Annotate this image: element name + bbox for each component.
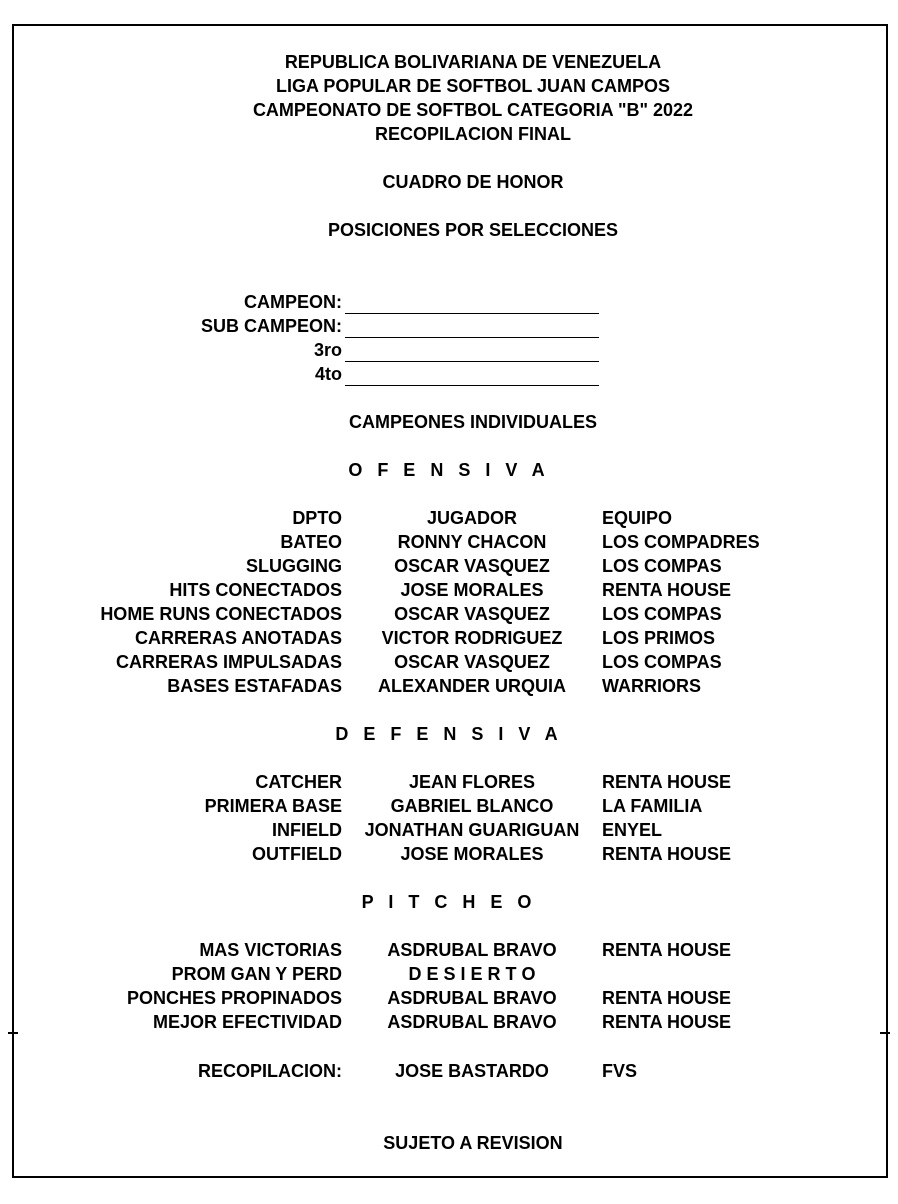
ofensiva-category: CARRERAS IMPULSADAS (115, 652, 342, 672)
tercero-blank-line (345, 361, 599, 362)
ofensiva-player: OSCAR VASQUEZ (394, 652, 550, 672)
sub-campeon-label: SUB CAMPEON: (200, 316, 342, 336)
defensiva-player: GABRIEL BLANCO (390, 796, 554, 816)
ofensiva-player: OSCAR VASQUEZ (394, 556, 550, 576)
defensiva-player: JEAN FLORES (408, 772, 536, 792)
defensiva-category: PRIMERA BASE (204, 796, 342, 816)
tercero-label: 3ro (313, 340, 342, 360)
recopilacion-org: FVS (602, 1061, 638, 1081)
posiciones-title: POSICIONES POR SELECCIONES (327, 220, 619, 240)
pitcheo-category: PONCHES PROPINADOS (126, 988, 342, 1008)
col-equipo-header: EQUIPO (602, 508, 673, 528)
defensiva-team: ENYEL (602, 820, 663, 840)
ofensiva-player: JOSE MORALES (400, 580, 544, 600)
defensiva-category: INFIELD (272, 820, 342, 840)
ofensiva-team: LOS COMPAS (602, 604, 722, 624)
defensiva-category: OUTFIELD (252, 844, 342, 864)
ofensiva-team: LOS COMPAS (602, 556, 722, 576)
ofensiva-category: BATEO (280, 532, 342, 552)
campeon-label: CAMPEON: (244, 292, 342, 312)
header-line-2: LIGA POPULAR DE SOFTBOL JUAN CAMPOS (275, 76, 671, 96)
pitcheo-team: RENTA HOUSE (602, 988, 732, 1008)
ofensiva-player: OSCAR VASQUEZ (394, 604, 550, 624)
cuarto-label: 4to (315, 364, 342, 384)
sub-campeon-blank-line (345, 337, 599, 338)
recopilacion-label: RECOPILACION: (198, 1061, 342, 1081)
defensiva-player: JONATHAN GUARIGUAN (364, 820, 580, 840)
defensiva-team: RENTA HOUSE (602, 844, 732, 864)
ofensiva-team: LOS COMPAS (602, 652, 722, 672)
defensiva-team: RENTA HOUSE (602, 772, 732, 792)
ofensiva-team: RENTA HOUSE (602, 580, 732, 600)
ofensiva-category: CARRERAS ANOTADAS (135, 628, 342, 648)
recopilacion-name: JOSE BASTARDO (395, 1061, 549, 1081)
footer-note: SUJETO A REVISION (383, 1133, 563, 1153)
ofensiva-category: BASES ESTAFADAS (167, 676, 342, 696)
pitcheo-player: ASDRUBAL BRAVO (387, 988, 557, 1008)
ofensiva-category: HOME RUNS CONECTADOS (100, 604, 342, 624)
ofensiva-title: O F E N S I V A (348, 460, 550, 480)
ofensiva-player: VICTOR RODRIGUEZ (381, 628, 563, 648)
ofensiva-player: ALEXANDER URQUIA (377, 676, 566, 696)
ofensiva-player: RONNY CHACON (397, 532, 547, 552)
individuales-title: CAMPEONES INDIVIDUALES (348, 412, 598, 432)
col-jugador-header: JUGADOR (426, 508, 517, 528)
pitcheo-category: MAS VICTORIAS (199, 940, 342, 960)
header-line-4: RECOPILACION FINAL (375, 124, 571, 144)
campeon-blank-line (345, 313, 599, 314)
right-edge-mark (880, 1032, 890, 1034)
defensiva-title: D E F E N S I V A (335, 724, 563, 744)
ofensiva-team: WARRIORS (602, 676, 701, 696)
pitcheo-player: ASDRUBAL BRAVO (387, 940, 557, 960)
pitcheo-player: ASDRUBAL BRAVO (387, 1012, 557, 1032)
pitcheo-category: MEJOR EFECTIVIDAD (152, 1012, 342, 1032)
cuadro-honor-title: CUADRO DE HONOR (382, 172, 564, 192)
pitcheo-player: D E S I E R T O (408, 964, 536, 984)
defensiva-category: CATCHER (255, 772, 342, 792)
pitcheo-category: PROM GAN Y PERD (171, 964, 342, 984)
pitcheo-title: P I T C H E O (361, 892, 537, 912)
col-dpto-header: DPTO (292, 508, 342, 528)
left-edge-mark (8, 1032, 18, 1034)
ofensiva-category: SLUGGING (245, 556, 342, 576)
ofensiva-team: LOS COMPADRES (602, 532, 760, 552)
pitcheo-team: RENTA HOUSE (602, 1012, 732, 1032)
cuarto-blank-line (345, 385, 599, 386)
header-line-3: CAMPEONATO DE SOFTBOL CATEGORIA "B" 2022 (252, 100, 694, 120)
pitcheo-team: RENTA HOUSE (602, 940, 732, 960)
ofensiva-team: LOS PRIMOS (602, 628, 716, 648)
defensiva-player: JOSE MORALES (400, 844, 544, 864)
defensiva-team: LA FAMILIA (602, 796, 703, 816)
header-line-1: REPUBLICA BOLIVARIANA DE VENEZUELA (284, 52, 662, 72)
ofensiva-category: HITS CONECTADOS (169, 580, 342, 600)
